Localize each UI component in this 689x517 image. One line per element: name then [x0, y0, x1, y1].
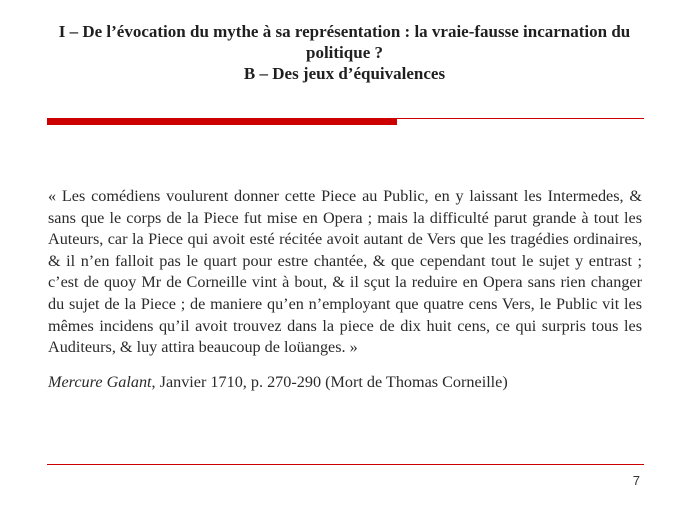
title-divider: [47, 116, 644, 124]
citation-details: , Janvier 1710, p. 270-290 (Mort de Thomas Corneille): [151, 373, 508, 391]
citation: [48, 372, 642, 393]
quotation-text: « Les comédiens voulurent donner cette Piece au Public, en y laissant les Intermedes, & sans que le corps de la Piece fut mise en Opera ; mais la difficulté parut grande à tout les Auteurs, car la Piece qui avoit esté récitée avoit autant de Vers que les tragédies ordinaires, & il n’en falloit pas le quart pour estre chantée, & que cependant tout le sujet y entrast ; c’est de quoy Mr de Corneille vint à bout, & il sçut la reduire en Opera sans rien changer du sujet de la Piece ; de maniere qu’en n’employant que quatre cens Vers, le Public vit les mêmes incidens qu’il avoit trouvez dans la piece de dix huit cens, ce qui surpris tous les Auditeurs, & luy attira beaucoup de loüanges. »: [48, 187, 642, 357]
title-divider-thin: [397, 118, 644, 119]
slide-title: [40, 21, 649, 84]
title-divider-thick: [47, 118, 397, 125]
page-number: 7: [632, 473, 640, 488]
title-line-1: I – De l’évocation du mythe à sa représentation : la vraie-fausse incarnation du: [58, 22, 631, 41]
title-line-2: politique ?: [306, 43, 383, 62]
title-line-3: B – Des jeux d’équivalences: [243, 64, 446, 83]
citation-source: Mercure Galant: [48, 373, 152, 391]
footer-divider: [47, 464, 644, 465]
